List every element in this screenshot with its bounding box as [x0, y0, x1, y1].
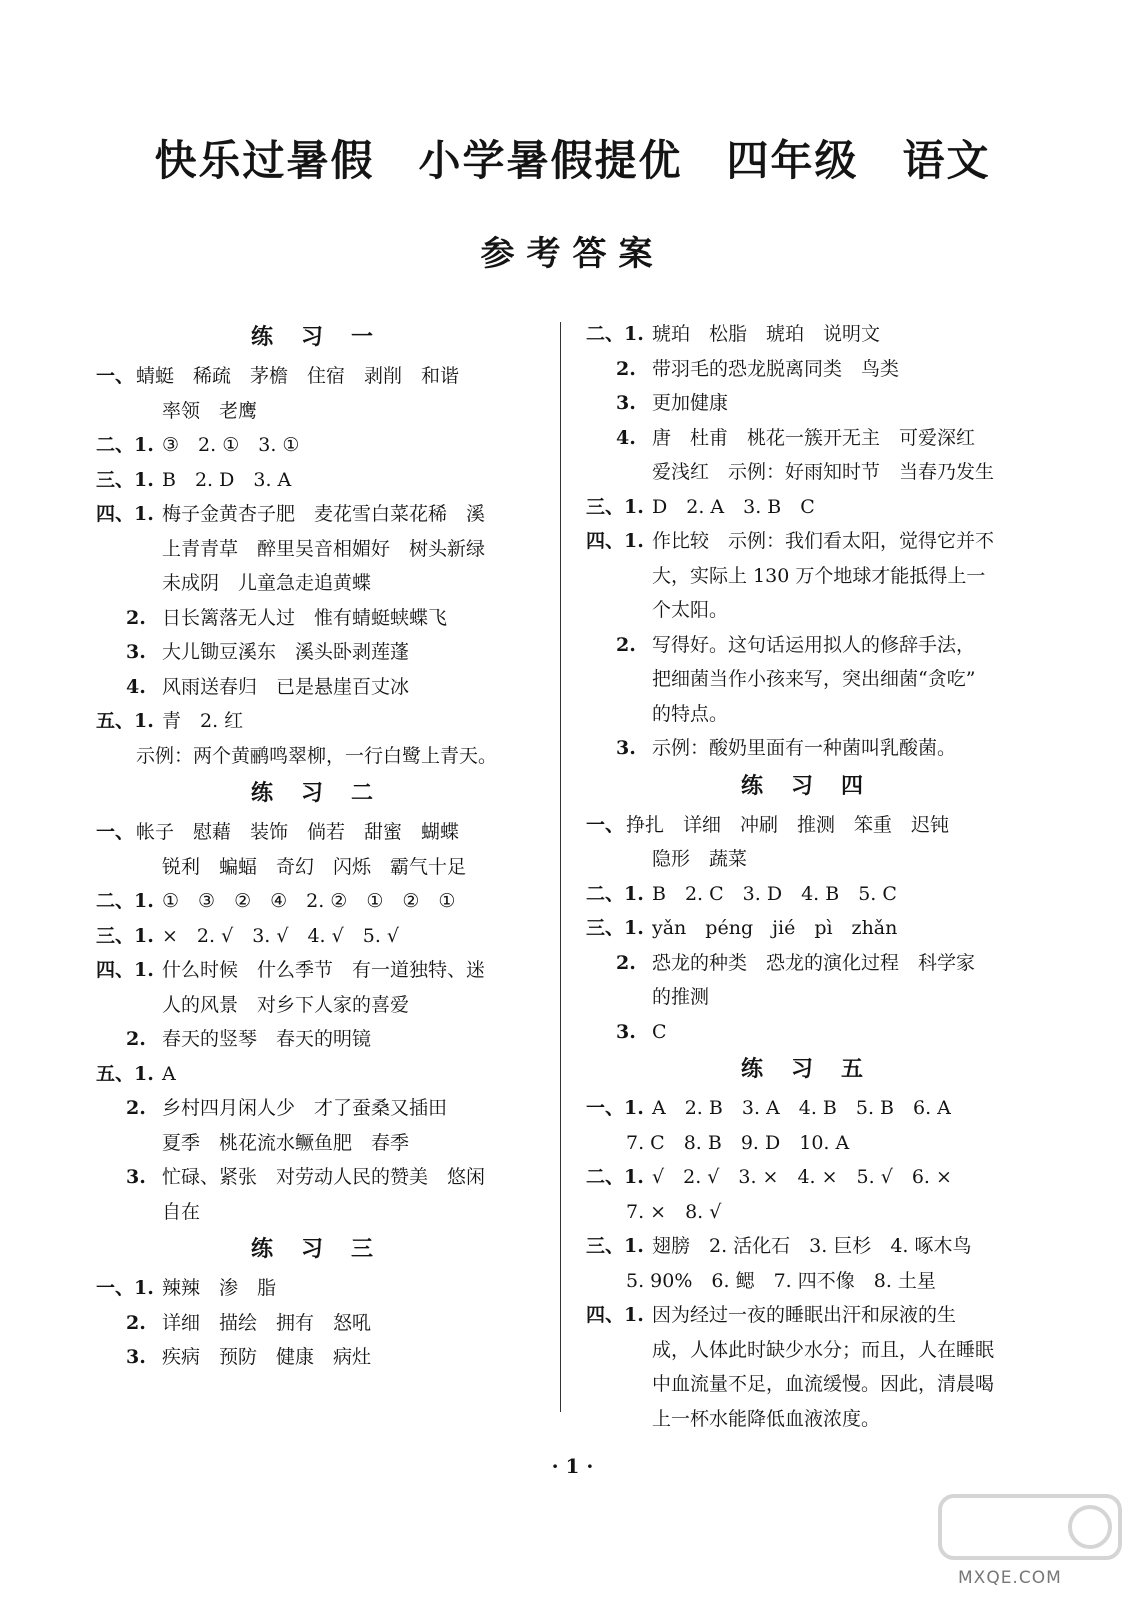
answer-line	[96, 919, 556, 954]
answer-text: 未成阴 儿童急走追黄蝶	[162, 572, 372, 594]
answer-line	[586, 524, 1046, 559]
item-marker: 二、1.	[586, 1166, 644, 1188]
item-marker: 三、1.	[96, 924, 154, 947]
answer-text: 青 2. 红	[162, 710, 244, 732]
answer-line	[96, 1091, 556, 1126]
answer-line	[96, 463, 556, 498]
exercise-heading: 练习四	[740, 773, 891, 799]
answer-line	[96, 359, 556, 394]
item-marker: 3.	[126, 641, 146, 663]
right-column	[586, 317, 1046, 1436]
item-marker: 3.	[126, 1166, 146, 1188]
answer-text: 翅膀 2. 活化石 3. 巨杉 4. 啄木鸟	[652, 1235, 972, 1257]
answer-line	[586, 662, 1046, 697]
answer-text: 作比较 示例：我们看太阳，觉得它并不	[652, 530, 995, 552]
answer-text: 成，人体此时缺少水分；而且，人在睡眠	[652, 1338, 995, 1361]
answer-line	[586, 808, 1046, 843]
answer-line	[586, 842, 1046, 877]
answer-text: 上一杯水能降低血液浓度。	[652, 1407, 881, 1430]
answer-text: 5. 90% 6. 鳃 7. 四不像 8. 土星	[626, 1269, 936, 1292]
item-marker: 四、1.	[96, 503, 154, 525]
item-marker: 3.	[616, 737, 636, 759]
answer-text: 大儿锄豆溪东 溪头卧剥莲蓬	[162, 641, 410, 663]
item-marker: 2.	[126, 1311, 146, 1334]
item-marker: 五、1.	[96, 1062, 154, 1085]
answer-text: A 2. B 3. A 4. B 5. B 6. A	[652, 1097, 951, 1119]
answer-text: 梅子金黄杏子肥 麦花雪白菜花稀 溪	[162, 503, 486, 525]
answer-text: B 2. D 3. A	[162, 468, 292, 491]
answer-line	[586, 980, 1046, 1015]
answer-line	[96, 850, 556, 885]
answer-line	[586, 1126, 1046, 1161]
answer-line	[586, 946, 1046, 981]
item-marker: 四、1.	[586, 530, 644, 552]
answer-text: 自在	[162, 1200, 201, 1223]
answer-text: 夏季 桃花流水鳜鱼肥 春季	[162, 1131, 410, 1154]
item-marker: 五、1.	[96, 710, 154, 732]
answer-line	[586, 1298, 1046, 1333]
answer-line	[96, 394, 556, 429]
item-marker: 二、1.	[96, 434, 154, 456]
answer-text: 把细菌当作小孩来写，突出细菌“贪吃”	[652, 668, 976, 690]
item-marker: 4.	[126, 675, 146, 698]
answer-line	[586, 697, 1046, 732]
answer-key-heading: 参考答案	[480, 234, 665, 274]
answer-line	[96, 1340, 556, 1375]
answer-text: 锐利 蝙蝠 奇幻 闪烁 霸气十足	[162, 855, 467, 878]
answer-line	[96, 1057, 556, 1092]
answer-text: 带羽毛的恐龙脱离同类 鸟类	[652, 357, 900, 380]
answer-line	[586, 490, 1046, 525]
answer-line	[586, 386, 1046, 421]
answer-text: 唐 杜甫 桃花一簇开无主 可爱深红	[652, 426, 976, 449]
answer-line	[586, 352, 1046, 387]
answer-line	[96, 1271, 556, 1306]
answer-line	[96, 601, 556, 636]
answer-text: 忙碌、紧张 对劳动人民的赞美 悠闲	[162, 1166, 486, 1188]
answer-line	[586, 317, 1046, 352]
answer-text: ① ③ ② ④ 2. ② ① ② ①	[162, 890, 456, 912]
answer-text: 大，实际上 130 万个地球才能抵得上一	[652, 564, 986, 587]
answer-text: 上青青草 醉里吴音相媚好 树头新绿	[162, 537, 486, 560]
answer-line	[96, 884, 556, 919]
column-divider	[560, 322, 561, 1412]
answer-text: 详细 描绘 拥有 怒吼	[162, 1311, 372, 1334]
answer-line	[96, 1126, 556, 1161]
item-marker: 二、1.	[96, 890, 154, 912]
answer-line	[96, 566, 556, 601]
answer-line	[586, 421, 1046, 456]
answer-text: 示例：两个黄鹂鸣翠柳，一行白鹭上青天。	[136, 744, 498, 767]
answer-line	[586, 911, 1046, 946]
exercise-heading: 练习五	[740, 1057, 891, 1082]
answer-line	[586, 1229, 1046, 1264]
answer-line	[96, 1306, 556, 1341]
answer-line	[586, 1091, 1046, 1126]
item-marker: 2.	[126, 1097, 146, 1119]
answer-text: A	[162, 1062, 176, 1085]
answer-text: √ 2. √ 3. × 4. × 5. √ 6. ×	[652, 1166, 952, 1188]
item-marker: 一、	[586, 813, 625, 836]
answer-text: B 2. C 3. D 4. B 5. C	[652, 882, 897, 905]
answer-text: 人的风景 对乡下人家的喜爱	[162, 993, 410, 1016]
answer-text: 疾病 预防 健康 病灶	[162, 1346, 372, 1368]
answer-text: 日长篱落无人过 惟有蜻蜓蛱蝶飞	[162, 606, 448, 629]
answer-line	[96, 497, 556, 532]
item-marker: 2.	[616, 633, 636, 656]
answer-line	[96, 953, 556, 988]
answer-line	[586, 455, 1046, 490]
item-marker: 2.	[616, 951, 636, 974]
item-marker: 二、1.	[586, 882, 644, 905]
answer-line	[96, 704, 556, 739]
answer-line	[96, 1160, 556, 1195]
item-marker: 四、1.	[586, 1304, 644, 1326]
answer-line	[586, 1160, 1046, 1195]
answer-line	[586, 628, 1046, 663]
answer-line	[586, 731, 1046, 766]
answer-line	[96, 670, 556, 705]
answer-line	[96, 428, 556, 463]
item-marker: 二、1.	[586, 323, 644, 345]
answer-text: 乡村四月闲人少 才了蚕桑又插田	[162, 1097, 448, 1119]
left-column	[96, 317, 556, 1375]
answer-text: 示例：酸奶里面有一种菌叫乳酸菌。	[652, 737, 957, 759]
answer-line	[586, 1264, 1046, 1299]
answer-line	[96, 1195, 556, 1230]
answer-text: 率领 老鹰	[162, 399, 258, 422]
item-marker: 三、1.	[96, 468, 154, 491]
answer-text: 爱浅红 示例：好雨知时节 当春乃发生	[652, 461, 995, 483]
answer-text: 帐子 慰藉 装饰 倘若 甜蜜 蝴蝶	[136, 821, 460, 843]
answer-line	[586, 1015, 1046, 1050]
item-marker: 4.	[616, 426, 636, 449]
item-marker: 一、	[96, 365, 135, 387]
answer-text: 中血流量不足，血流缓慢。因此，清晨喝	[652, 1373, 995, 1395]
answer-text: 的推测	[652, 986, 710, 1008]
exercise-heading: 练习一	[250, 325, 401, 350]
answer-text: 什么时候 什么季节 有一道独特、迷	[162, 959, 486, 981]
answer-text: 风雨送春归 已是悬崖百丈冰	[162, 675, 410, 698]
item-marker: 三、1.	[586, 1235, 644, 1257]
answer-line	[96, 635, 556, 670]
answer-text: 蜻蜓 稀疏 茅檐 住宿 剥削 和谐	[136, 365, 460, 387]
item-marker: 一、1.	[96, 1277, 154, 1299]
answer-text: yǎn péng jié pì zhǎn	[652, 917, 898, 939]
answer-line	[96, 532, 556, 567]
answer-text: 个太阳。	[652, 599, 729, 621]
answer-line	[96, 1022, 556, 1057]
answer-line	[586, 593, 1046, 628]
item-marker: 3.	[126, 1346, 146, 1368]
answer-text: 辣辣 渗 脂	[162, 1277, 277, 1299]
answer-line	[586, 559, 1046, 594]
item-marker: 一、1.	[586, 1097, 644, 1119]
item-marker: 四、1.	[96, 959, 154, 981]
item-marker: 3.	[616, 392, 636, 414]
answer-line	[586, 1195, 1046, 1230]
answer-text: 的特点。	[652, 702, 729, 725]
item-marker: 一、	[96, 821, 135, 843]
item-marker: 2.	[616, 357, 636, 380]
answer-text: D 2. A 3. B C	[652, 495, 815, 518]
item-marker: 三、1.	[586, 917, 644, 939]
answer-text: ③ 2. ① 3. ①	[162, 434, 300, 456]
answer-text: 7. C 8. B 9. D 10. A	[626, 1131, 850, 1154]
answer-text: 因为经过一夜的睡眠出汗和尿液的生	[652, 1304, 957, 1326]
answer-line	[586, 877, 1046, 912]
item-marker: 3.	[616, 1020, 636, 1043]
answer-text: 写得好。这句话运用拟人的修辞手法，	[652, 633, 976, 656]
exercise-heading: 练习二	[250, 781, 401, 806]
exercise-heading: 练习三	[250, 1237, 401, 1262]
item-marker: 三、1.	[586, 495, 644, 518]
answer-text: 挣扎 详细 冲刷 推测 笨重 迟钝	[626, 813, 950, 836]
answer-text: 琥珀 松脂 琥珀 说明文	[652, 323, 881, 345]
answer-line	[586, 1333, 1046, 1368]
answer-text: 更加健康	[652, 392, 729, 414]
answer-text: 7. × 8. √	[626, 1200, 722, 1223]
watermark-text: MXQE.COM	[958, 1568, 1062, 1588]
answer-text: 隐形 蔬菜	[652, 848, 748, 870]
answer-line	[586, 1402, 1046, 1437]
answer-text: × 2. √ 3. √ 4. √ 5. √	[162, 924, 400, 947]
answer-text: 春天的竖琴 春天的明镜	[162, 1028, 372, 1050]
item-marker: 2.	[126, 606, 146, 629]
answer-line	[96, 988, 556, 1023]
answer-line	[96, 815, 556, 850]
answer-text: 恐龙的种类 恐龙的演化过程 科学家	[652, 951, 976, 974]
page-number: · 1 ·	[551, 1454, 594, 1478]
answer-text: C	[652, 1020, 667, 1043]
page-title: 快乐过暑假 小学暑假提优 四年级 语文	[154, 136, 991, 185]
answer-line	[96, 739, 556, 774]
answer-line	[586, 1367, 1046, 1402]
item-marker: 2.	[126, 1028, 146, 1050]
